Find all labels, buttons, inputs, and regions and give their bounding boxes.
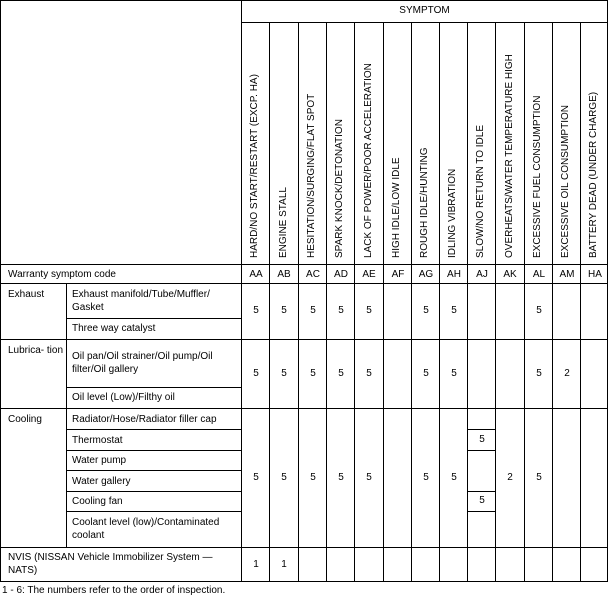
- item-coolant-level: Coolant level (low)/Contaminated coolant: [72, 517, 220, 541]
- code-cell: AM: [559, 269, 575, 280]
- footnote: 1 - 6: The numbers refer to the order of inspection.: [2, 585, 226, 596]
- item-radiator: Radiator/Hose/Radiator filler cap: [72, 414, 217, 425]
- value-cell: 2: [564, 368, 570, 379]
- symptom-label-am: EXCESSIVE OIL CONSUMPTION: [560, 105, 571, 258]
- symptom-label-al: EXCESSIVE FUEL CONSUMPTION: [532, 95, 543, 258]
- code-cell: AE: [362, 269, 376, 280]
- code-cell: AK: [503, 269, 517, 280]
- value-cell: 5: [253, 472, 259, 483]
- symptom-label-ag: ROUGH IDLE/HUNTING: [419, 147, 430, 258]
- code-cell: AB: [277, 269, 291, 280]
- value-cell: 5: [451, 305, 457, 316]
- symptom-label-aj: SLOW/NO RETURN TO IDLE: [475, 125, 486, 258]
- value-cell: 5: [423, 305, 429, 316]
- value-cell: 5: [451, 472, 457, 483]
- category-lubrication: Lubrica- tion: [8, 345, 64, 356]
- value-cell: 5: [366, 472, 372, 483]
- category-exhaust: Exhaust: [8, 289, 45, 300]
- value-cell: 5: [253, 368, 259, 379]
- value-cell: 5: [366, 305, 372, 316]
- value-cell: 5: [423, 368, 429, 379]
- value-cell: 5: [281, 472, 287, 483]
- value-cell: 5: [536, 472, 542, 483]
- value-cell: 2: [507, 472, 513, 483]
- value-cell: 5: [281, 368, 287, 379]
- value-cell: 5: [338, 305, 344, 316]
- code-cell: HA: [588, 269, 602, 280]
- item-oil-pan: Oil pan/Oil strainer/Oil pump/Oil filter/Oil gallery: [72, 351, 213, 375]
- value-cell-thermostat-aj: 5: [479, 434, 485, 445]
- symptom-label-ha: BATTERY DEAD (UNDER CHARGE): [588, 91, 599, 258]
- value-cell: 5: [536, 305, 542, 316]
- item-thermostat: Thermostat: [72, 435, 123, 446]
- item-water-pump: Water pump: [72, 455, 127, 466]
- value-cell: 5: [310, 305, 316, 316]
- warranty-code-label: Warranty symptom code: [8, 269, 116, 280]
- item-water-gallery: Water gallery: [72, 476, 131, 487]
- value-cell: 5: [253, 305, 259, 316]
- symptom-label-aa: HARD/NO START/RESTART (EXCP. HA): [249, 74, 260, 258]
- code-cell: AG: [418, 269, 434, 280]
- value-cell: 5: [423, 472, 429, 483]
- value-cell: 5: [366, 368, 372, 379]
- value-cell: 5: [281, 305, 287, 316]
- symptom-label-ab: ENGINE STALL: [278, 187, 289, 258]
- code-cell: AF: [391, 269, 405, 280]
- code-cell: AH: [447, 269, 461, 280]
- code-cell: AJ: [476, 269, 488, 280]
- symptom-label-ac: HESITATION/SURGING/FLAT SPOT: [306, 93, 317, 258]
- code-cell: AD: [334, 269, 348, 280]
- value-cell-cooling-fan-aj: 5: [479, 495, 485, 506]
- symptom-label-ad: SPARK KNOCK/DETONATION: [334, 119, 345, 258]
- symptom-label-af: HIGH IDLE/LOW IDLE: [391, 157, 402, 258]
- symptom-header: SYMPTOM: [399, 5, 450, 16]
- value-cell: 1: [253, 559, 259, 570]
- value-cell: 5: [310, 472, 316, 483]
- symptom-label-ah: IDLING VIBRATION: [447, 168, 458, 258]
- value-cell: 5: [338, 472, 344, 483]
- value-cell: 5: [310, 368, 316, 379]
- item-oil-level: Oil level (Low)/Filthy oil: [72, 392, 175, 403]
- value-cell: 5: [536, 368, 542, 379]
- code-cell: AA: [249, 269, 263, 280]
- item-three-way-catalyst: Three way catalyst: [72, 323, 156, 334]
- category-cooling: Cooling: [8, 414, 42, 425]
- symptom-label-ak: OVERHEATS/WATER TEMPERATURE HIGH: [504, 54, 515, 258]
- symptom-label-ae: LACK OF POWER/POOR ACCELERATION: [363, 63, 374, 258]
- code-cell: AC: [306, 269, 320, 280]
- code-cell: AL: [532, 269, 546, 280]
- item-exhaust-manifold: Exhaust manifold/Tube/Muffler/ Gasket: [72, 289, 210, 313]
- value-cell: 1: [281, 559, 287, 570]
- value-cell: 5: [338, 368, 344, 379]
- category-nvis: NVIS (NISSAN Vehicle Immobilizer System — NATS): [8, 552, 213, 576]
- value-cell: 5: [451, 368, 457, 379]
- item-cooling-fan: Cooling fan: [72, 496, 123, 507]
